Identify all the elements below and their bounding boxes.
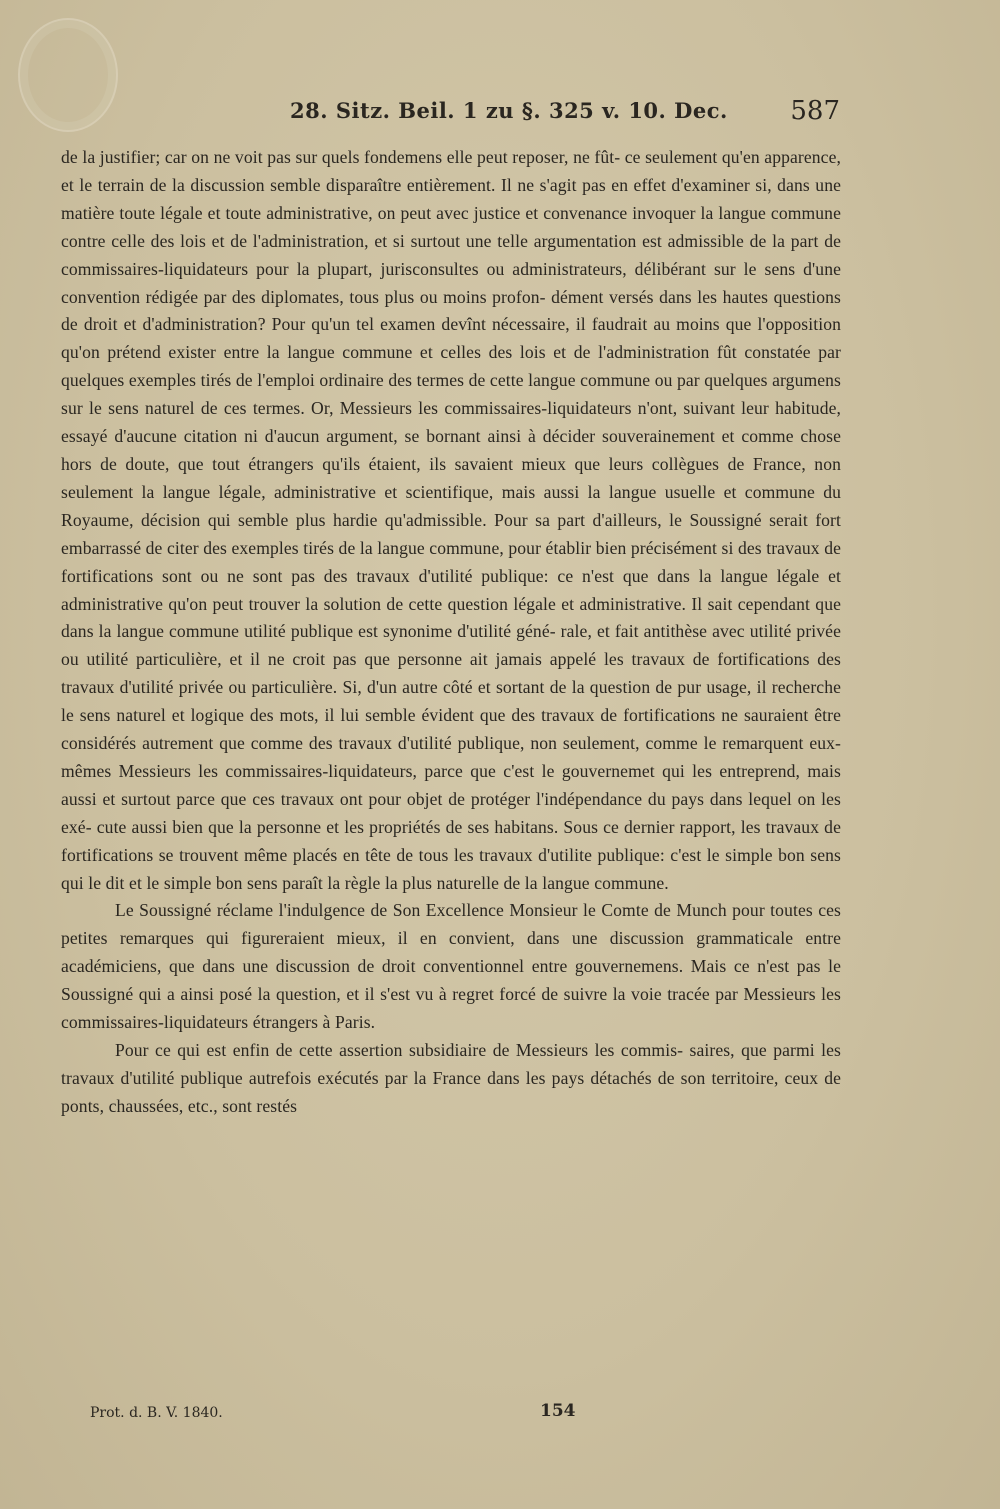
paragraph-2: Le Soussigné réclame l'indulgence de Son Excellence Monsieur le Comte de Munch pour toutes ces petites remarques qui figureraient mieux, il en convient, dans une discussion grammaticale entre académiciens, que dans une discussion de droit conventionnel entre gouvernemens. Mais ce n'est pas le Soussigné qui a ainsi posé la question, et il s'est vu à regret forcé de suivre la voie tracée par Messieurs les commissaires-liquidateurs étrangers à Paris. xyxy=(61,900,841,1033)
page-number: 587 xyxy=(790,96,840,126)
page-header xyxy=(60,98,840,134)
sheet-number: 154 xyxy=(540,1401,576,1421)
printer-signature: Prot. d. B. V. 1840. xyxy=(90,1405,223,1421)
body-text xyxy=(61,144,841,1121)
running-head: 28. Sitz. Beil. 1 zu §. 325 v. 10. Dec. xyxy=(290,98,728,123)
page-footer xyxy=(60,1403,840,1427)
paragraph-3: Pour ce qui est enfin de cette assertion subsidiaire de Messieurs les commis- saires, que parmi les travaux d'utilité publique autrefois exécutés par la France dans les pays détachés de son territoire, ceux de ponts, chaussées, etc., sont restés xyxy=(61,1040,841,1116)
paragraph-1: de la justifier; car on ne voit pas sur quels fondemens elle peut reposer, ne fût- ce seulement qu'en apparence, et le terrain de la discussion semble disparaître entièrement. Il ne s'agit pas en effet d'examiner si, dans une matière toute légale et toute administrative, on peut avec justice et convenance invoquer la langue commune contre celle des lois et de l'administration, et si surtout une telle argumentation est admissible de la part de commissaires-liquidateurs pour la plupart, jurisconsultes ou administrateurs, délibérant sur le sens d'une convention rédigée par des diplomates, tous plus ou moins profon- dément versés dans les hautes questions de droit et d'administration? Pour qu'un tel examen devînt nécessaire, il faudrait au moins que l'opposition qu'on prétend exister entre la langue commune et celles des lois et de l'administration fût constatée par quelques exemples tirés de l'emploi ordinaire des termes de cette langue commune ou par quelques argumens sur le sens naturel de ces termes. Or, Messieurs les commissaires-liquidateurs n'ont, suivant leur habitude, essayé d'aucune citation ni d'aucun argument, se bornant ainsi à décider souverainement et comme chose hors de doute, que tout étrangers qu'ils étaient, ils savaient mieux que leurs collègues de France, non seulement la langue légale, administrative et scientifique, mais aussi la langue usuelle et commune du Royaume, décision qui semble plus hardie qu'admissible. Pour sa part d'ailleurs, le Soussigné serait fort embarrassé de citer des exemples tirés de la langue commune, pour établir bien précisément si des travaux de fortifications sont ou ne sont pas des travaux d'utilité publique: ce n'est que dans la langue légale et administrative qu'on peut trouver la solution de cette question légale et administrative. Il sait cependant que dans la langue commune utilité publique est synonime d'utilité géné- rale, et fait antithèse avec utilité privée ou utilité particulière, et il ne croit pas que personne ait jamais appelé les travaux de fortifications des travaux d'utilité privée ou particulière. Si, d'un autre côté et sortant de la question de pur usage, il recherche le sens naturel et logique des mots, il lui semble évident que des travaux de fortifications ne sauraient être considérés autrement que comme des travaux d'utilité publique, non seulement, comme le remarquent eux-mêmes Messieurs les commissaires-liquidateurs, parce que c'est le gouvernemet qui les entreprend, mais aussi et surtout parce que ces travaux ont pour objet de protéger l'indépendance du pays dans lequel on les exé- cute aussi bien que la personne et les propriétés de ses habitans. Sous ce dernier rapport, les travaux de fortifications se trouvent même placés en tête de tous les travaux d'utilite publique: c'est le simple bon sens qui le dit et le simple bon sens paraît la règle la plus naturelle de la langue commune. xyxy=(61,147,841,893)
